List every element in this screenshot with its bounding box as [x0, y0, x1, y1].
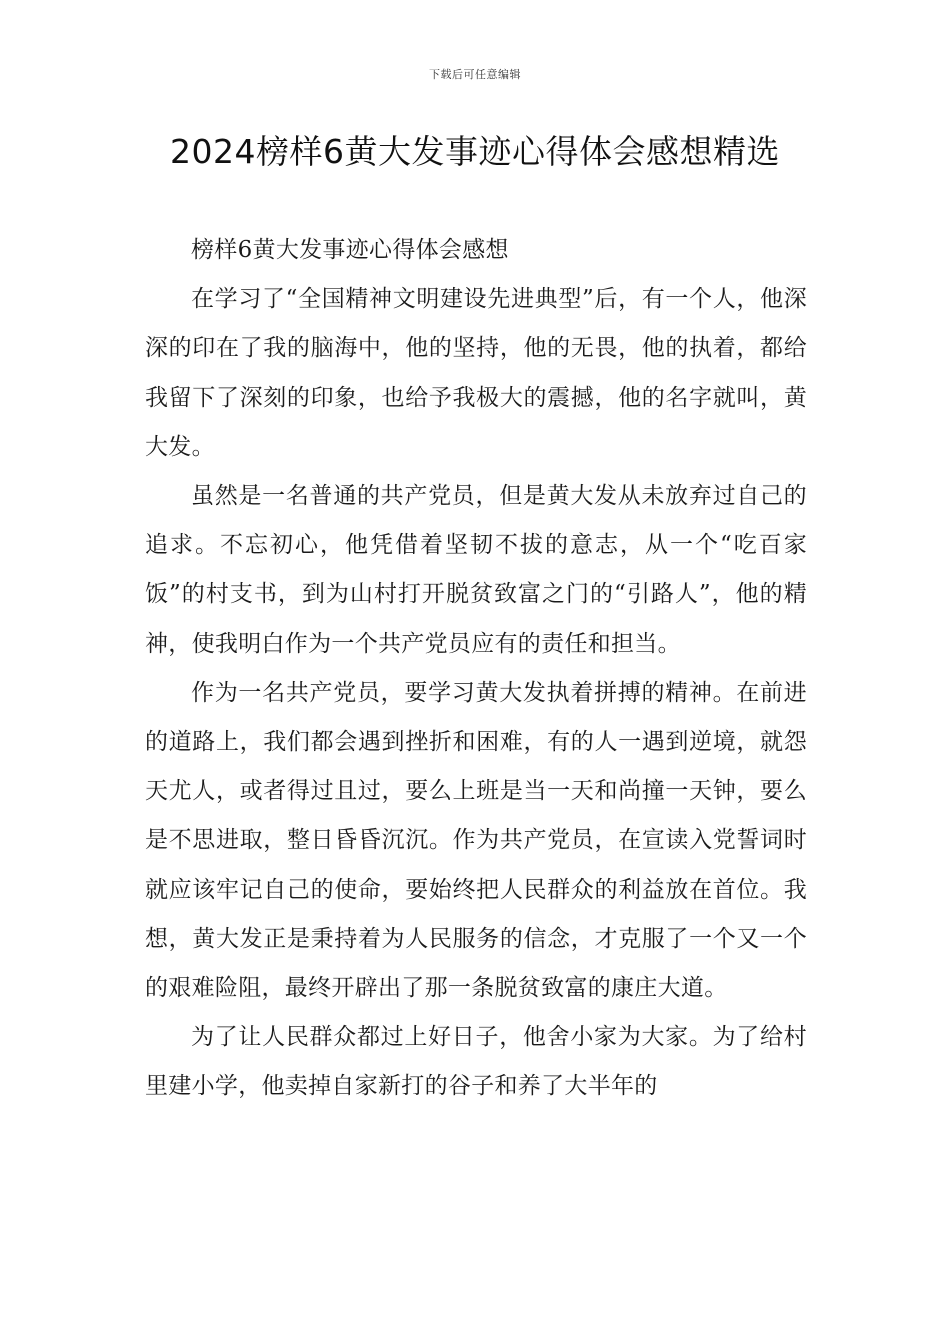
header-note: 下载后可任意编辑 [429, 68, 521, 81]
paragraph: 虽然是一名普通的共产党员，但是黄大发从未放弃过自己的追求。不忘初心，他凭借着坚韧不拔的意志，从一个“吃百家饭”的村支书，到为山村打开脱贫致富之门的“引路人”，他的精神，使我明白作为一个共产党员应有的责任和担当。 [145, 483, 807, 657]
paragraph-subtitle: 榜样6黄大发事迹心得体会感想 [191, 237, 509, 263]
paragraph: 作为一名共产党员，要学习黄大发执着拼搏的精神。在前进的道路上，我们都会遇到挫折和困难，有的人一遇到逆境，就怨天尤人，或者得过且过，要么上班是当一天和尚撞一天钟，要么是不思进取，整日昏昏沉沉。作为共产党员，在宣读入党誓词时就应该牢记自己的使命，要始终把人民群众的利益放在首位。我想，黄大发正是秉持着为人民服务的信念，才克服了一个又一个的艰难险阻，最终开辟出了那一条脱贫致富的康庄大道。 [145, 679, 807, 1002]
paragraph: 在学习了“全国精神文明建设先进典型”后，有一个人，他深深的印在了我的脑海中，他的坚持，他的无畏，他的执着，都给我留下了深刻的印象，也给予我极大的震撼，他的名字就叫，黄大发。 [145, 286, 807, 460]
paragraph: 为了让人民群众都过上好日子，他舍小家为大家。为了给村里建小学，他卖掉自家新打的谷子和养了大半年的 [145, 1024, 807, 1100]
document-body [145, 226, 807, 1112]
document-title: 2024榜样6黄大发事迹心得体会感想精选 [170, 132, 780, 171]
